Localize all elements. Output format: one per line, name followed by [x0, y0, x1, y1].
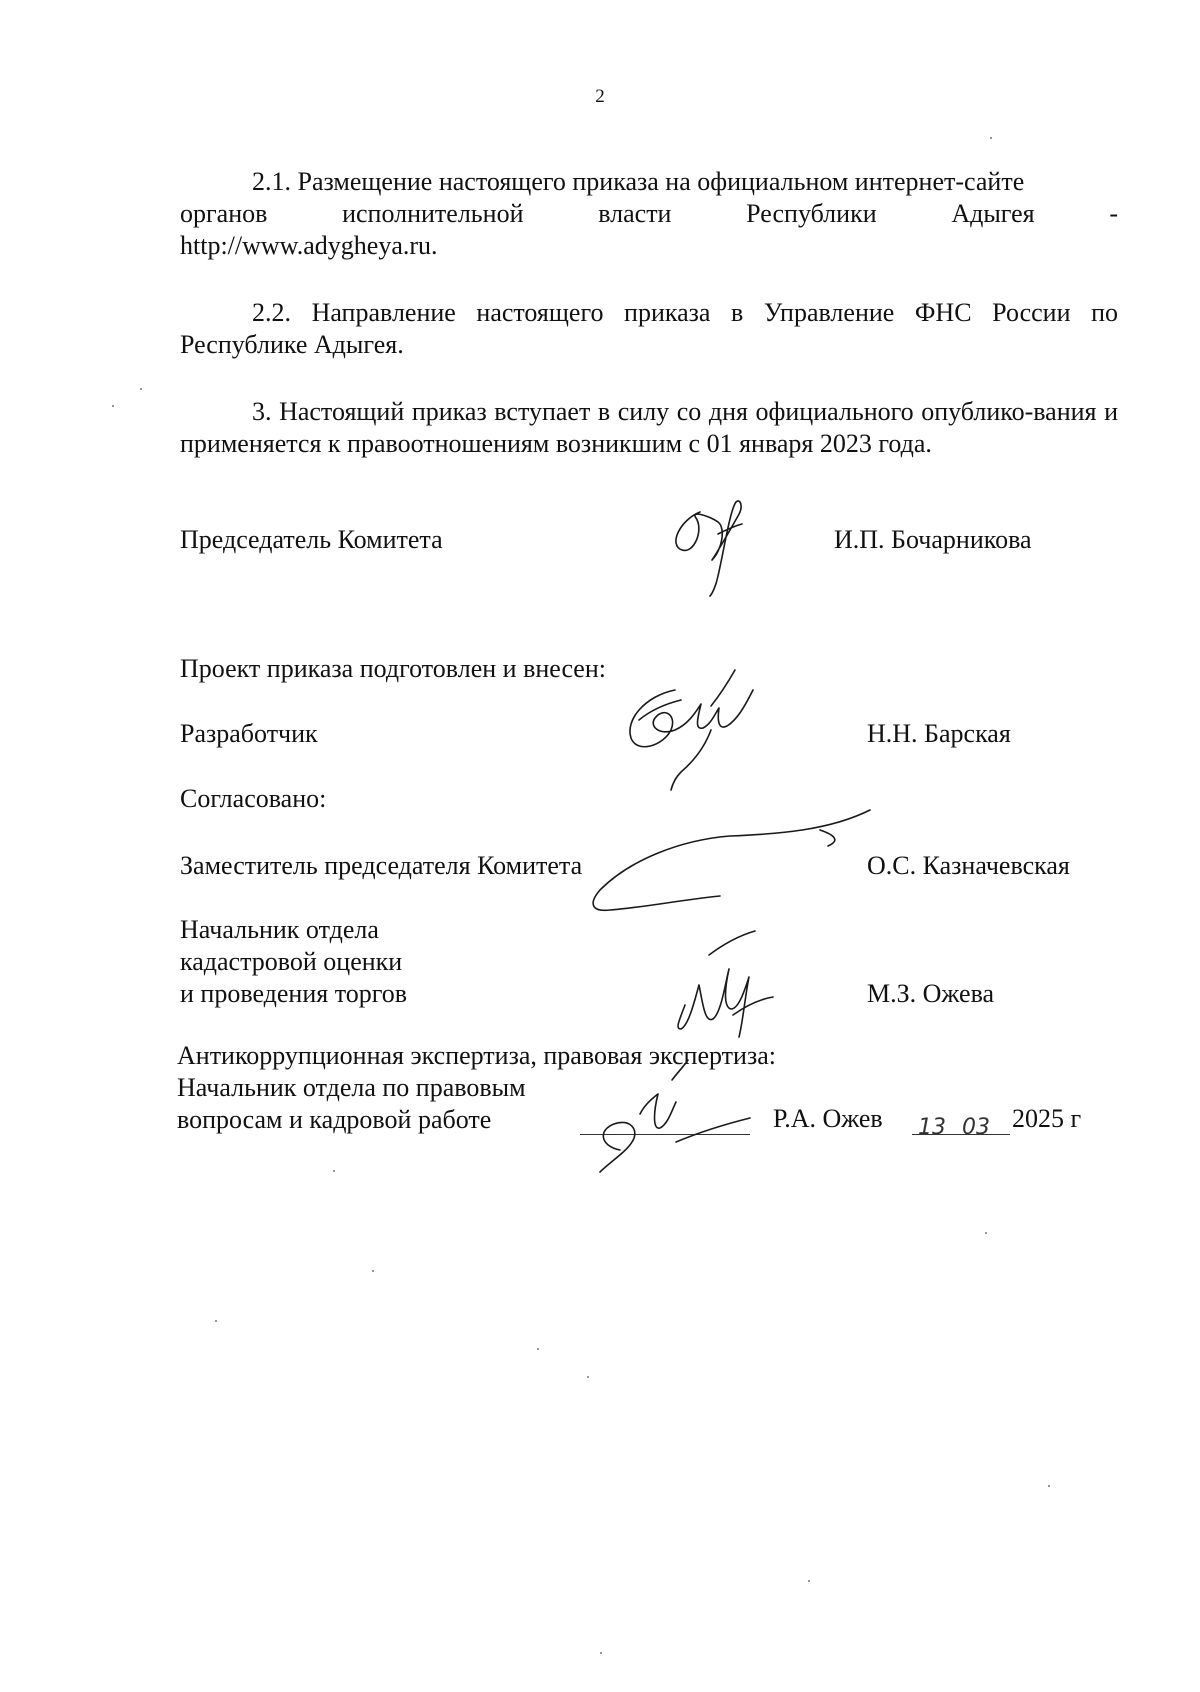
department-head-line1: Начальник отдела	[180, 915, 379, 944]
chairman-signature	[660, 490, 770, 600]
scan-speck	[140, 388, 142, 390]
chairman-title: Председатель Комитета	[180, 525, 443, 554]
date-month: 03	[962, 1115, 990, 1140]
legal-head-line2: вопросам и кадровой работе	[177, 1105, 492, 1134]
department-head-signature	[665, 925, 785, 1045]
page-number: 2	[595, 86, 605, 107]
prepared-heading: Проект приказа подготовлен и внесен:	[180, 654, 606, 683]
legal-head-title	[177, 1072, 526, 1136]
scan-speck	[372, 1270, 374, 1272]
scan-speck	[985, 1232, 987, 1234]
paragraph-2-1-line2: органов исполнительной власти Республики Адыгея -	[180, 199, 1118, 228]
date-year: 2025 г	[1012, 1104, 1082, 1133]
scan-speck	[112, 405, 114, 407]
paragraph-3: 3. Настоящий приказ вступает в силу со дня официального опублико-вания и применяется к правоотношениям возникшим с 01 января 2023 года.	[180, 397, 1118, 458]
paragraph-2-1	[180, 166, 1118, 262]
developer-signature	[615, 660, 785, 800]
scan-speck	[333, 1170, 335, 1172]
scan-speck	[600, 1652, 602, 1654]
deputy-name: О.С. Казначевская	[867, 851, 1070, 880]
date-day: 13	[918, 1115, 946, 1140]
department-head-line3: и проведения торгов	[180, 979, 408, 1008]
legal-head-signature	[580, 1050, 760, 1180]
legal-head-name: Р.А. Ожев	[773, 1104, 883, 1133]
scan-speck	[1048, 1485, 1050, 1487]
paragraph-2-1-line3: http://www.adygheya.ru.	[180, 231, 438, 260]
scan-speck	[215, 1320, 217, 1322]
developer-title: Разработчик	[180, 719, 318, 748]
department-head-name: М.З. Ожева	[867, 979, 995, 1008]
scan-speck	[990, 137, 992, 139]
department-head-title	[180, 914, 407, 1010]
scan-speck	[587, 1376, 589, 1378]
scan-speck	[537, 1348, 539, 1350]
expertise-heading: Антикоррупционная экспертиза, правовая экспертиза:	[177, 1041, 776, 1070]
department-head-line2: кадастровой оценки	[180, 947, 403, 976]
paragraph-2-1-line1: 2.1. Размещение настоящего приказа на официальном интернет-сайте	[252, 167, 1025, 196]
approved-heading: Согласовано:	[180, 784, 327, 813]
legal-head-line1: Начальник отдела по правовым	[177, 1073, 526, 1102]
scan-speck	[808, 1580, 810, 1582]
deputy-title: Заместитель председателя Комитета	[180, 851, 583, 880]
deputy-signature	[580, 800, 880, 930]
paragraph-2-2: 2.2. Направление настоящего приказа в Управление ФНС России по Республике Адыгея.	[180, 298, 1118, 359]
developer-name: Н.Н. Барская	[867, 719, 1011, 748]
chairman-name: И.П. Бочарникова	[834, 525, 1032, 554]
